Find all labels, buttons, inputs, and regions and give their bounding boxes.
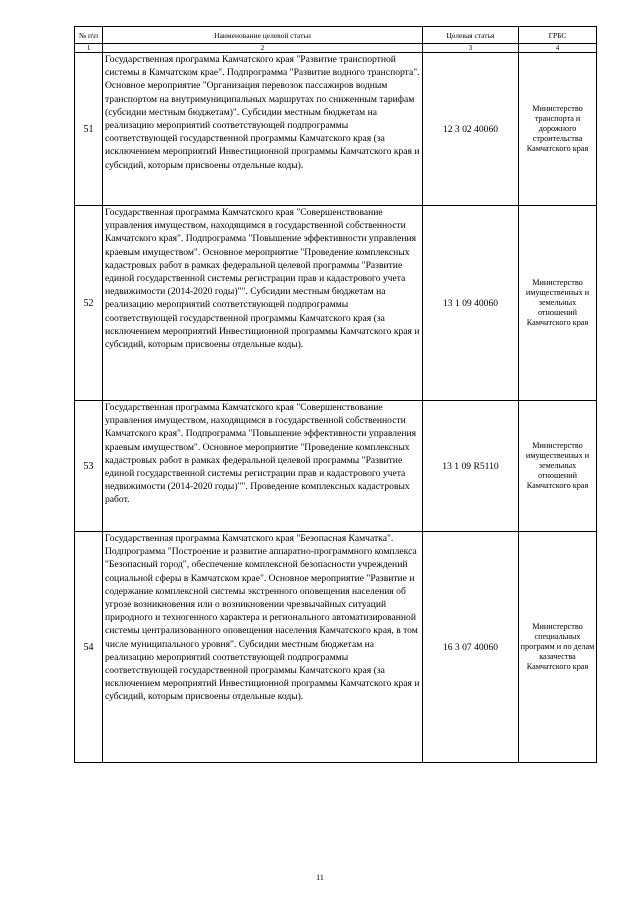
column-number-row: [75, 44, 597, 53]
row-grbs: Министерство специальных программ и по делам казачества Камчатского края: [519, 532, 597, 763]
row-article-code: 12 3 02 40060: [423, 53, 519, 206]
target-articles-table: [74, 26, 597, 763]
row-article-code: 13 1 09 40060: [423, 206, 519, 401]
table-row: [75, 532, 597, 763]
column-number: 3: [423, 44, 519, 53]
row-description: Государственная программа Камчатского края "Совершенствование управления имуществом, находящимся в государственной собственности Камчатского края". Подпрограмма "Повышение эффективности управления краевым имуществом". Основное мероприятие "Проведение комплексных кадастровых работ в рамках федеральной целевой программы "Развитие единой государственной системы регистрации прав и кадастрового учета недвижимости (2014-2020 годы)"". Проведение комплексных кадастровых работ.: [103, 401, 423, 532]
row-description: Государственная программа Камчатского края "Совершенствование управления имуществом, находящимся в государственной собственности Камчатского края". Подпрограмма "Повышение эффективности управления краевым имуществом". Основное мероприятие "Проведение комплексных кадастровых работ в рамках федеральной целевой программы "Развитие единой государственной системы регистрации прав и кадастрового учета недвижимости (2014-2020 годы)"". Субсидии местным бюджетам на реализацию мероприятий соответствующей подпрограммы соответствующей государственной программы Камчатского края (за исключением мероприятий Инвестиционной программы Камчатского края и субсидий, которым присвоены отдельные коды).: [103, 206, 423, 401]
row-number: 53: [75, 401, 103, 532]
header-article-name: Наименование целевой статьи: [103, 27, 423, 44]
table-row: [75, 401, 597, 532]
row-description: Государственная программа Камчатского края "Развитие транспортной системы в Камчатском крае". Подпрограмма "Развитие водного транспорта". Основное мероприятие "Организация перевозок пассажиров водным транспортом на внутримуниципальных маршрутах по сниженным тарифам (субсидии местным бюджетам)". Субсидии местным бюджетам на реализацию мероприятий соответствующей подпрограммы соответствующей государственной программы Камчатского края (за исключением мероприятий Инвестиционной программы Камчатского края и субсидий, которым присвоены отдельные коды).: [103, 53, 423, 206]
table-header-row: [75, 27, 597, 44]
table-row: [75, 53, 597, 206]
page-number: 11: [316, 873, 324, 882]
row-description: Государственная программа Камчатского края "Безопасная Камчатка". Подпрограмма "Построение и развитие аппаратно-программного комплекса "Безопасный город", обеспечение комплексной безопасности учреждений социальной сферы в Камчатском крае". Основное мероприятие "Развитие и содержание комплексной системы экстренного оповещения населения об угрозе возникновения или о возникновении чрезвычайных ситуаций природного и техногенного характера и регионального автоматизированной системы централизованного оповещения населения Камчатского края, в том числе муниципального уровня". Субсидии местным бюджетам на реализацию мероприятий соответствующей подпрограммы соответствующей государственной программы Камчатского края (за исключением мероприятий Инвестиционной программы Камчатского края и субсидий, которым присвоены отдельные коды).: [103, 532, 423, 763]
column-number: 2: [103, 44, 423, 53]
row-grbs: Министерство транспорта и дорожного строительства Камчатского края: [519, 53, 597, 206]
table-row: [75, 206, 597, 401]
row-article-code: 16 3 07 40060: [423, 532, 519, 763]
row-number: 52: [75, 206, 103, 401]
column-number: 1: [75, 44, 103, 53]
header-grbs: ГРБС: [519, 27, 597, 44]
row-number: 54: [75, 532, 103, 763]
row-article-code: 13 1 09 R5110: [423, 401, 519, 532]
header-number: № п\п: [75, 27, 103, 44]
row-number: 51: [75, 53, 103, 206]
row-grbs: Министерство имущественных и земельных отношений Камчатского края: [519, 206, 597, 401]
row-grbs: Министерство имущественных и земельных отношений Камчатского края: [519, 401, 597, 532]
column-number: 4: [519, 44, 597, 53]
header-article-code: Целевая статья: [423, 27, 519, 44]
